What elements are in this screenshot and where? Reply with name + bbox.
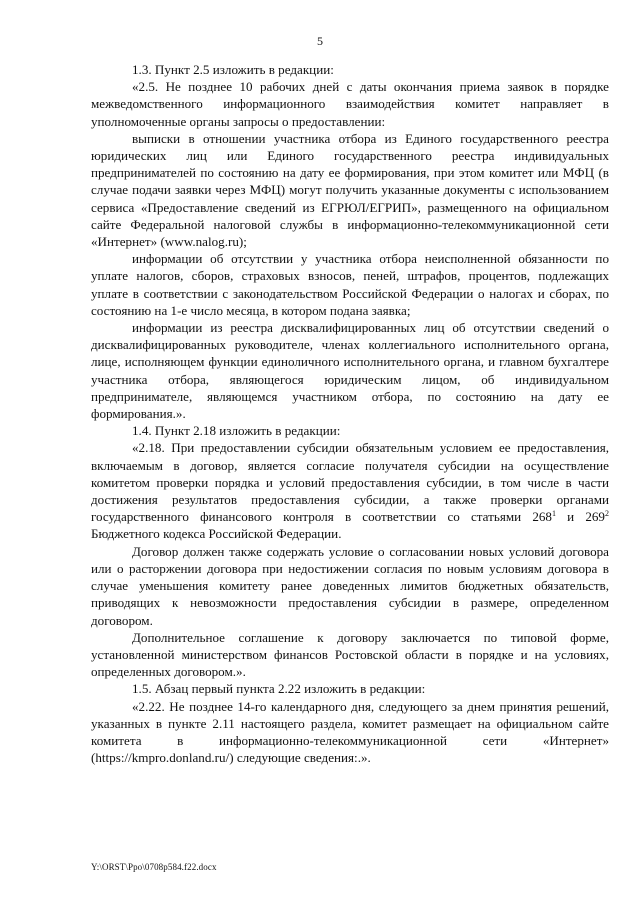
paragraph-with-superscripts: [91, 439, 609, 542]
page-number: 5: [317, 34, 323, 48]
text-run: «2.18. При предоставлении субсидии обязательным условием ее предоставления, включаемым в договор, является согласие получателя субсидии на осуществление комитетом проверки порядка и условий предоставления субсидии, в том числе в части достижения результатов предоставления субсидии, а также проверки органами государственного финансового контроля в соответствии со статьями 268: [91, 440, 609, 525]
paragraph: информации из реестра дисквалифицированных лиц об отсутствии сведений о дисквалифицированных руководителе, членах коллегиального исполнительного органа, лице, исполняющем функции единоличного исполнительного органа, и главном бухгалтере участника отбора, являющегося юридическим лицом, об индивидуальном предпринимателе, являющемся участником отбора, по состоянию на дату ее формирования.».: [91, 320, 609, 422]
paragraph: «2.5. Не позднее 10 рабочих дней с даты окончания приема заявок в порядке межведомственного информационного взаимодействия комитет направляет в уполномоченные органы запросы о предоставлении:: [91, 79, 609, 129]
paragraph: Договор должен также содержать условие о согласовании новых условий договора или о расторжении договора при недостижении согласия по новым условиям договора в случае уменьшения комитету ранее доведенных лимитов бюджетных обязательств, приводящих к невозможности предоставления субсидии в размере, определенном договором.: [91, 543, 609, 628]
document-body: [91, 61, 609, 766]
text-run: Бюджетного кодекса Российской Федерации.: [91, 526, 342, 542]
footer-file-path: Y:\ORST\Ppo\0708p584.f22.docx: [91, 862, 217, 872]
paragraph: информации об отсутствии у участника отбора неисполненной обязанности по уплате налогов, сборов, страховых взносов, пеней, штрафов, процентов, подлежащих уплате в соответствии с законодательством Российской Федерации о налогах и сборах, по состоянию на 1-е число месяца, в котором подана заявка;: [91, 251, 609, 318]
paragraph: 1.5. Абзац первый пункта 2.22 изложить в редакции:: [132, 681, 426, 697]
superscript: 2: [604, 509, 609, 519]
paragraph: 1.3. Пункт 2.5 изложить в редакции:: [132, 62, 334, 77]
paragraph: выписки в отношении участника отбора из Единого государственного реестра юридических лиц или Единого государственного реестра индивидуальных предпринимателей по состоянию на дату ее формирования, при этом комитет или МФЦ (в случае подачи заявки через МФЦ) могут получить указанные документы с использованием сервиса «Предоставление сведений из ЕГРЮЛ/ЕГРИП», размещенного на официальном сайте Федеральной налоговой службы в информационно-телекоммуникационной сети «Интернет» (www.nalog.ru);: [91, 130, 609, 250]
text-run: и 269: [555, 509, 605, 525]
superscript: 1: [551, 509, 556, 519]
paragraph: 1.4. Пункт 2.18 изложить в редакции:: [132, 423, 341, 439]
paragraph: Дополнительное соглашение к договору заключается по типовой форме, установленной министерством финансов Ростовской области в порядке и на условиях, определенных договором.».: [91, 629, 609, 680]
paragraph: «2.22. Не позднее 14-го календарного дня, следующего за днем принятия решений, указанных в пункте 2.11 настоящего раздела, комитет размещает на официальном сайте комитета в информационно-телекоммуникационной сети «Интернет» (https://kmpro.donland.ru/) следующие сведения:.».: [91, 698, 609, 766]
